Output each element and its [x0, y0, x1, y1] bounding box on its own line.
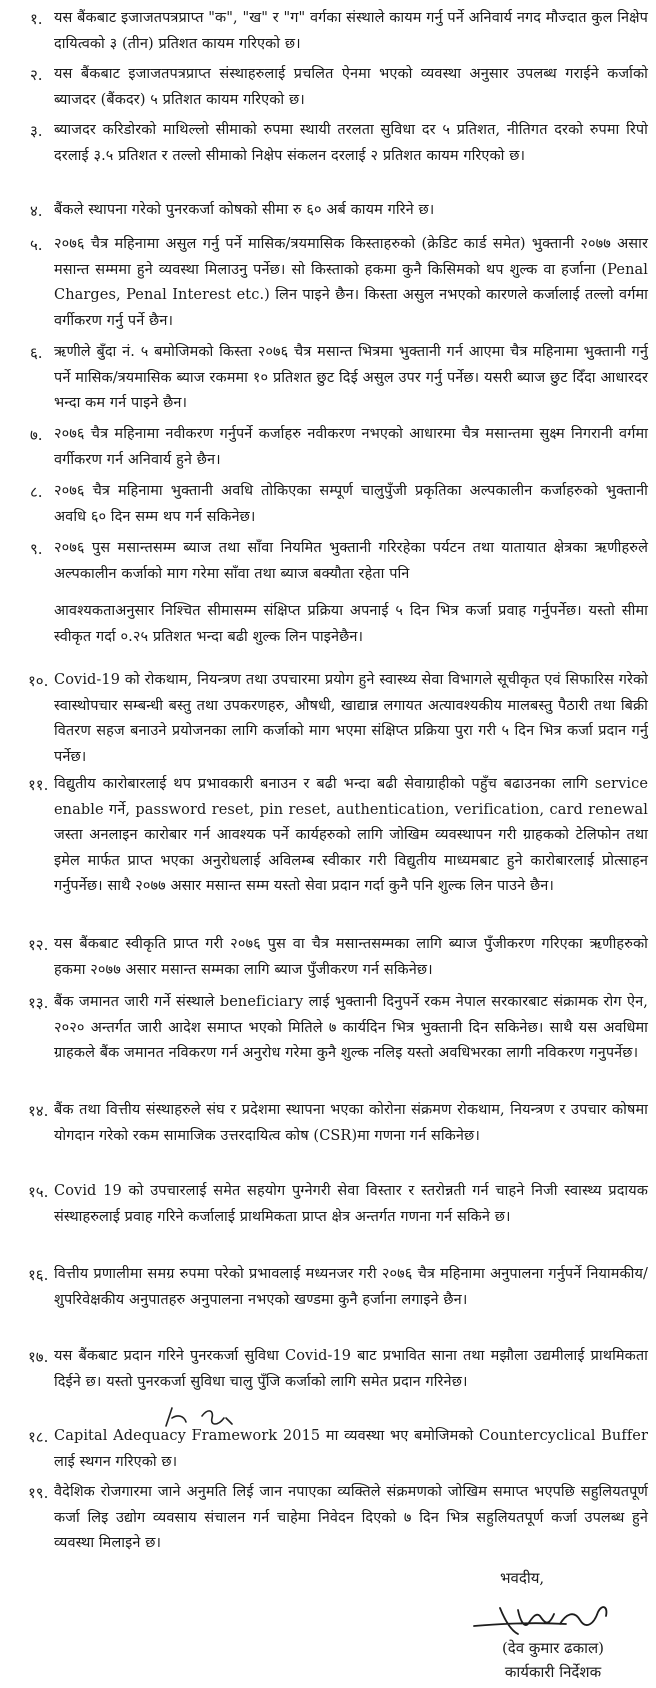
- item-text: Capital Adequacy Framework 2015 मा व्यवस्था भए बमोजिमको Countercyclical Buffer लाई स्थगन गरिएको छ।: [54, 1428, 648, 1470]
- item-text: Covid 19 को उपचारलाई समेत सहयोग पुग्नेगरी सेवा विस्तार र स्तरोन्नती गर्न चाहने निजी स्वास्थ्य प्रदायक संस्थाहरुलाई प्रवाह गरिने कर्जालाई प्राथमिकता प्राप्त क्षेत्र अन्तर्गत गणना गर्न सकिने छ।: [54, 1183, 648, 1225]
- item-text: बैंक तथा वित्तीय संस्थाहरुले संघ र प्रदेशमा स्थापना भएका कोरोना संक्रमण रोकथाम, नियन्त्रण र उपचार कोषमा योगदान गरेको रकम सामाजिक उत्तरदायित्व कोष (CSR)मा गणना गर्न सकिनेछ।: [54, 1102, 648, 1144]
- list-item: [8, 1480, 648, 1557]
- item-text: २०७६ चैत्र महिनामा भुक्तानी अवधि तोकिएका सम्पूर्ण चालुपुँजी प्रकृतिका अल्पकालीन कर्जाहरुको भुक्तानी अवधि ६० दिन सम्म थप गर्न सकिनेछ।: [54, 483, 648, 525]
- list-item: [8, 479, 648, 530]
- item-text: यस बैंकबाट प्रदान गरिने पुनरकर्जा सुविधा Covid-19 बाट प्रभावित साना तथा मझौला उद्यमीलाई प्राथमिकता दिईने छ। यस्तो पुनरकर्जा सुविधा चालु पुँजि कर्जाको लागि समेत प्रदान गरिनेछ।: [54, 1348, 648, 1390]
- item-number: ५.: [30, 236, 43, 254]
- item-text: Covid-19 को रोकथाम, नियन्त्रण तथा उपचारमा प्रयोग हुने स्वास्थ्य सेवा विभागले सूचीकृत एवं सिफारिस गरेको स्वास्थोपचार सम्बन्धी बस्तु तथा उपकरणहरु, औषधी, खाद्यान्न लगायत अत्यावश्यकीय मालबस्तु पैठारी तथा बिक्री वितरण सहज बनाउने प्रयोजनका लागि कर्जाको माग भएमा संक्षिप्त प्रक्रिया पुरा गरी ५ दिन भित्र कर्जा प्रदान गर्नु पर्नेछ।: [54, 672, 648, 765]
- list-item: [8, 62, 648, 113]
- item-number: ३.: [30, 122, 43, 140]
- item-number: ४.: [30, 202, 43, 220]
- list-item: [8, 772, 648, 900]
- signer-name: (देव कुमार ढकाल): [501, 1639, 605, 1657]
- item-text: बैंकले स्थापना गरेको पुनरकर्जा कोषको सीमा रु ६० अर्ब कायम गरिने छ।: [54, 202, 435, 218]
- item-number: २.: [30, 66, 43, 84]
- list-item: [8, 668, 648, 770]
- item-text: २०७६ चैत्र महिनामा नवीकरण गर्नुपर्ने कर्जाहरु नवीकरण नभएको आधारमा चैत्र मसान्तमा सुक्ष्म निगरानी वर्गमा वर्गीकरण गर्न अनिवार्य हुने छैन।: [54, 426, 648, 468]
- item-text: २०७६ चैत्र महिनामा असुल गर्नु पर्ने मासिक/त्रयमासिक किस्ताहरुको (क्रेडिट कार्ड समेत) भुक्तानी २०७७ असार मसान्त सम्ममा हुने व्यवस्था मिलाउनु पर्नेछ। सो किस्ताको हकमा कुनै किसिमको थप शुल्क वा हर्जाना (Penal Charges, Penal Interest etc.) लिन पाइने छैन। किस्ता असुल नभएको कारणले कर्जालाई तल्लो वर्गमा वर्गीकरण गर्नु पर्ने छैन।: [54, 236, 648, 329]
- item-number: ७.: [30, 426, 43, 444]
- item-number: १६.: [28, 1266, 49, 1284]
- list-item: [8, 990, 648, 1067]
- list-item: [8, 340, 648, 417]
- item-number: १४.: [28, 1102, 49, 1120]
- item-text: ब्याजदर करिडोरको माथिल्लो सीमाको रुपमा स्थायी तरलता सुविधा दर ५ प्रतिशत, नीतिगत दरको रुपमा रिपो दरलाई ३.५ प्रतिशत र तल्लो सीमाको निक्षेप संकलन दरलाई २ प्रतिशत कायम गरिएको छ।: [54, 122, 648, 164]
- item-number: ११.: [28, 776, 49, 794]
- item-number: १२.: [28, 936, 49, 954]
- list-item: [8, 118, 648, 169]
- item-text: वैदेशिक रोजगारमा जाने अनुमति लिई जान नपाएका व्यक्तिले संक्रमणको जोखिम समाप्त भएपछि सहुलियतपूर्ण कर्जा लिइ उद्योग व्यवसाय संचालन गर्न चाहेमा निवेदन दिएको ७ दिन भित्र सहुलियतपूर्ण कर्जा उपलब्ध हुने व्यवस्था मिलाइने छ।: [54, 1484, 648, 1551]
- list-item: [8, 1262, 648, 1313]
- item-text: विद्युतीय कारोबारलाई थप प्रभावकारी बनाउन र बढी भन्दा बढी सेवाग्राहीको पहुँच बढाउनका लागि service enable गर्ने, password reset, pin reset, authentication, verification, card renewal जस्ता अनलाइन कारोबार गर्न आवश्यक पर्ने कार्यहरुको लागि जोखिम व्यवस्थापन गरी ग्राहकको टेलिफोन तथा इमेल मार्फत प्राप्त भएका अनुरोधलाई अविलम्ब स्वीकार गरी विद्युतीय माध्यमबाट हुने कारोबारलाई प्रोत्साहन गर्नुपर्नेछ। साथै २०७७ असार मसान्त सम्म यस्तो सेवा प्रदान गर्दा कुनै पनि शुल्क लिन पाउने छैन।: [54, 776, 648, 894]
- item-number: ६.: [30, 344, 43, 362]
- item-number: १३.: [28, 994, 49, 1012]
- list-item: [8, 932, 648, 983]
- item-number: १.: [30, 10, 43, 28]
- item-number: १९.: [28, 1484, 49, 1502]
- item-text: २०७६ पुस मसान्तसम्म ब्याज तथा साँवा नियमित भुक्तानी गरिरहेका पर्यटन तथा यातायात क्षेत्रका ऋणीहरुले अल्पकालीन कर्जाको माग गरेमा साँवा तथा ब्याज बक्यौता रहेता पनि: [54, 540, 648, 582]
- item-text: यस बैंकबाट इजाजतपत्रप्राप्त "क", "ख" र "ग" वर्गका संस्थाले कायम गर्नु पर्ने अनिवार्य नगद मौज्दात कुल निक्षेप दायित्वको ३ (तीन) प्रतिशत कायम गरिएको छ।: [54, 10, 648, 52]
- item-number: १०.: [28, 672, 49, 690]
- item-number: ९.: [30, 540, 43, 558]
- item-number: १७.: [28, 1348, 49, 1366]
- item-number: ८.: [30, 483, 43, 501]
- item-number: १५.: [28, 1183, 49, 1201]
- item-number: १८.: [28, 1428, 49, 1446]
- item-text: ऋणीले बुँदा नं. ५ बमोजिमको किस्ता २०७६ चैत्र मसान्त भित्रमा भुक्तानी गर्न आएमा चैत्र महिनामा भुक्तानी गर्नु पर्ने मासिक/त्रयमासिक ब्याज रकममा १० प्रतिशत छुट दिई असुल उपर गर्नु पर्नेछ। यसरी ब्याज छुट दिँदा आधारदर भन्दा कम गर्न पाइने छैन।: [54, 344, 648, 411]
- item-text: बैंक जमानत जारी गर्ने संस्थाले beneficiary लाई भुक्तानी दिनुपर्ने रकम नेपाल सरकारबाट संक्रामक रोग ऐन, २०२० अन्तर्गत जारी आदेश समाप्त भएको मितिले ७ कार्यदिन भित्र भुक्तानी दिन सकिनेछ। साथै यस अवधिमा ग्राहकले बैंक जमानत नविकरण गर्न अनुरोध गरेमा कुनै शुल्क नलिइ यस्तो अवधिभरका लागी नविकरण गनुपर्नेछ।: [54, 994, 648, 1061]
- list-item: [8, 1344, 648, 1395]
- list-item: [8, 1179, 648, 1230]
- item-text: यस बैंकबाट स्वीकृति प्राप्त गरी २०७६ पुस वा चैत्र मसान्तसम्मका लागि ब्याज पुँजीकरण गरिएका ऋणीहरुको हकमा २०७७ असार मसान्त सम्मका लागि ब्याज पुँजीकरण गर्न सकिनेछ।: [54, 936, 648, 978]
- item-text: यस बैंकबाट इजाजतपत्रप्राप्त संस्थाहरुलाई प्रचलित ऐनमा भएको व्यवस्था अनुसार उपलब्ध गराईने कर्जाको ब्याजदर (बैंकदर) ५ प्रतिशत कायम गरिएको छ।: [54, 66, 648, 108]
- item-text-continuation: आवश्यकताअनुसार निश्चित सीमासम्म संक्षिप्त प्रक्रिया अपनाई ५ दिन भित्र कर्जा प्रवाह गर्नुपर्नेछ। यस्तो सीमा स्वीकृत गर्दा ०.२५ प्रतिशत भन्दा बढी शुल्क लिन पाइनेछैन।: [54, 603, 648, 645]
- list-item: [8, 232, 648, 334]
- initial-mark: [162, 1404, 252, 1434]
- list-item: [8, 1424, 648, 1475]
- item-text: वित्तीय प्रणालीमा समग्र रुपमा परेको प्रभावलाई मध्यनजर गरी २०७६ चैत्र महिनामा अनुपालना गर्नुपर्ने नियामकीय/शुपरिवेक्षकीय अनुपातहरु अनुपालना नभएको खण्डमा कुनै हर्जाना लगाइने छैन।: [54, 1266, 648, 1308]
- item-text-group: [54, 536, 648, 650]
- list-item: [8, 536, 648, 650]
- signer-title: कार्यकारी निर्देशक: [504, 1663, 602, 1681]
- closing-salutation: भवदीय,: [500, 1569, 545, 1587]
- list-item: [8, 198, 648, 224]
- list-item: [8, 6, 648, 57]
- list-item: [8, 422, 648, 473]
- list-item: [8, 1098, 648, 1149]
